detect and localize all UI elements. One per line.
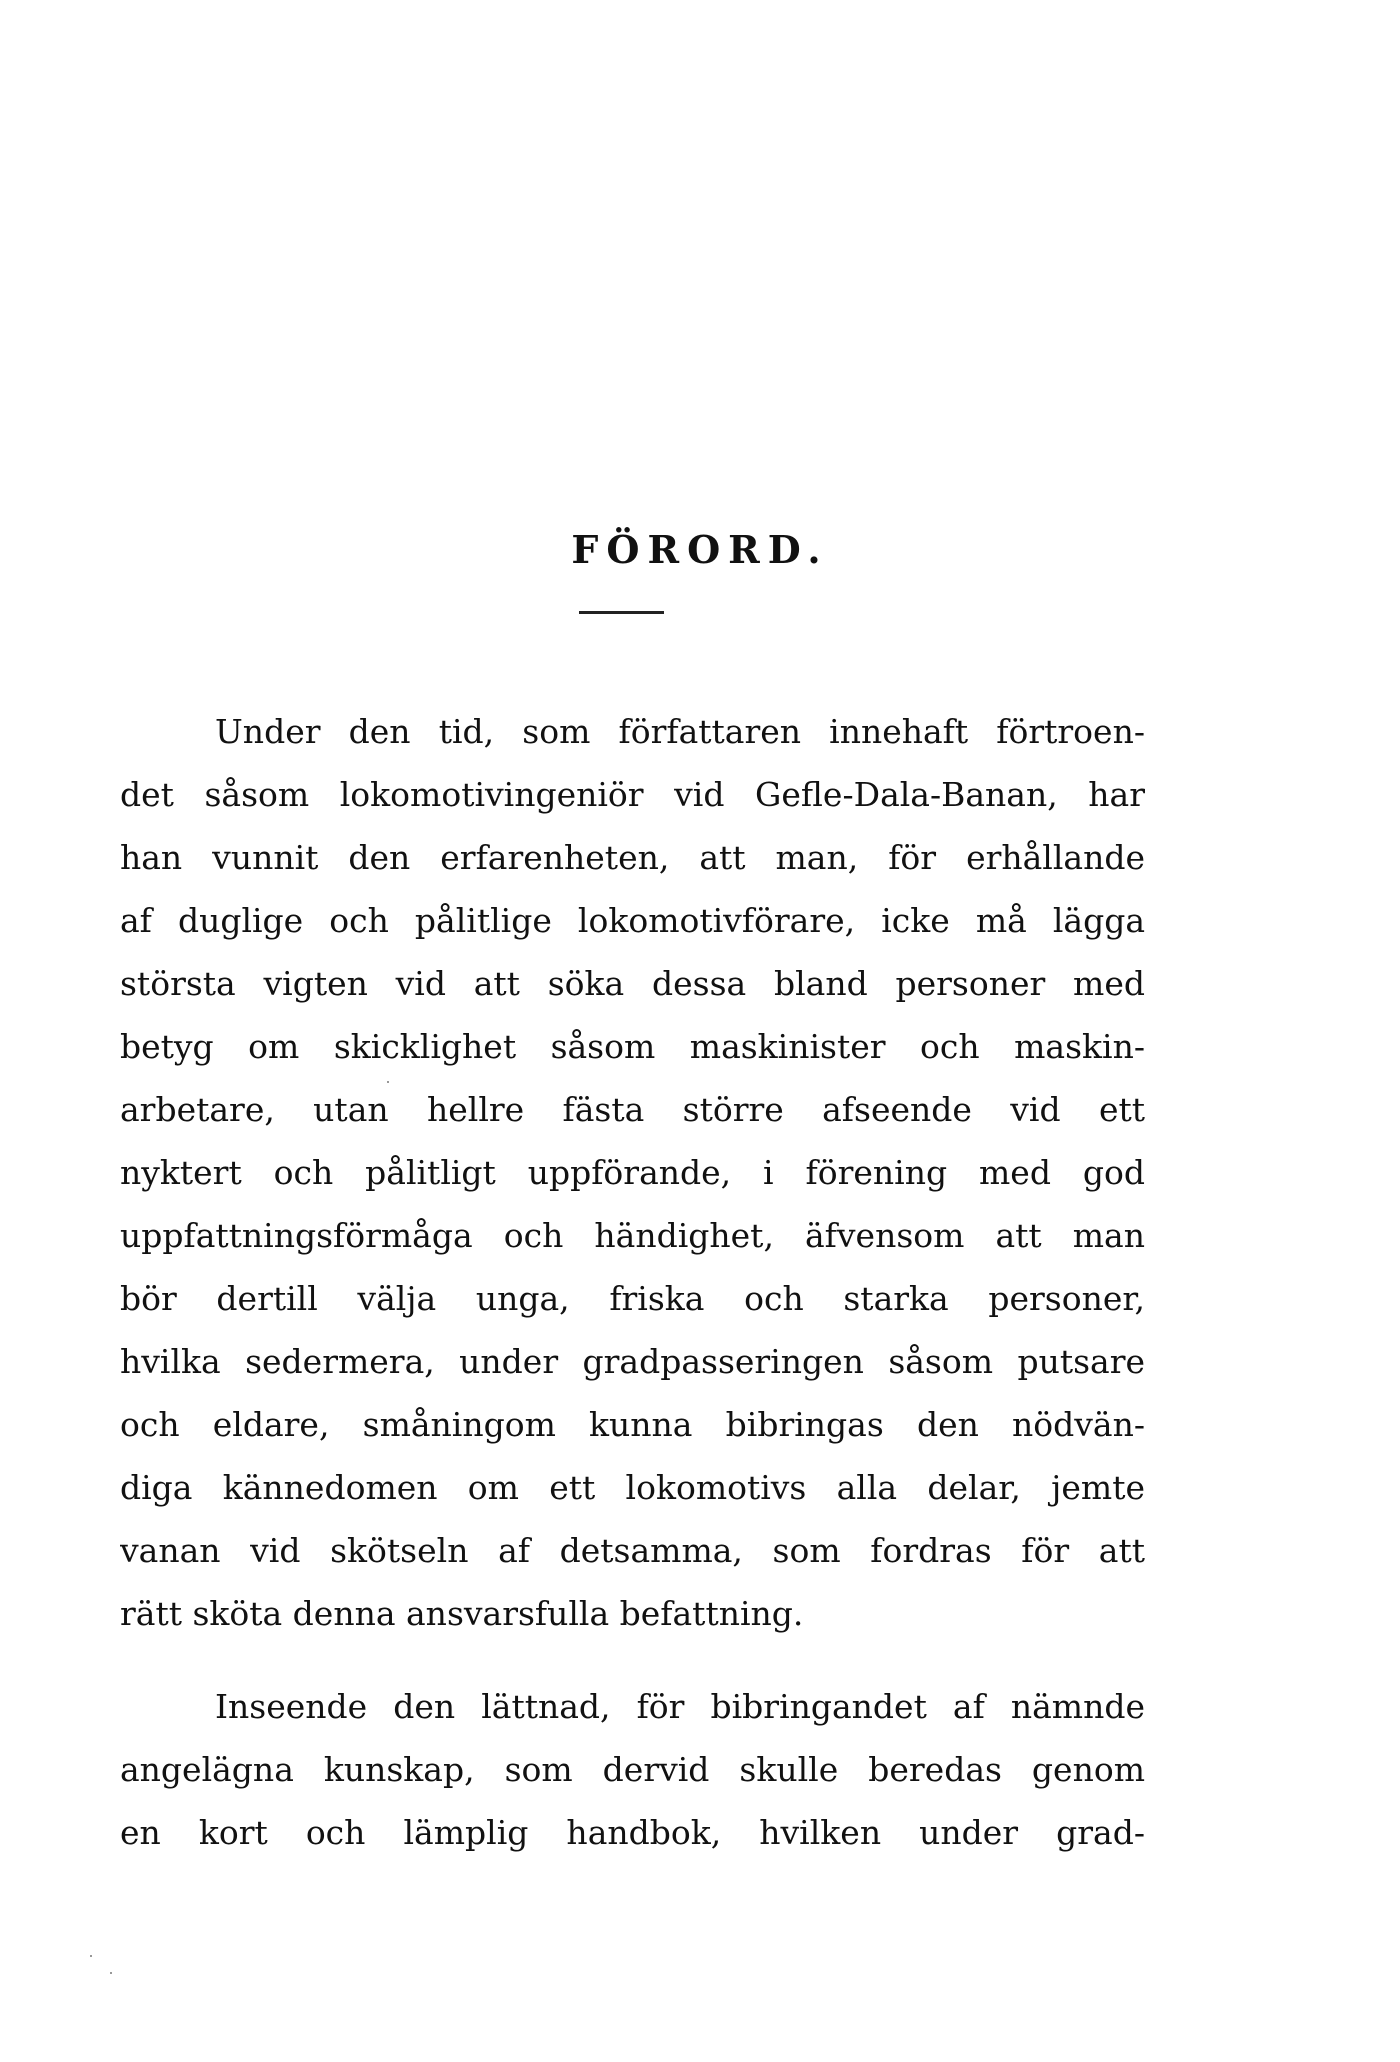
text-line: vanan vid skötseln af detsamma, som fordras för att <box>120 1531 1145 1570</box>
text-line: diga kännedomen om ett lokomotivs alla delar, jemte <box>120 1468 1145 1507</box>
text-line: det såsom lokomotivingeniör vid Gefle-Dala-Banan, har <box>120 775 1145 814</box>
text-line: betyg om skicklighet såsom maskinister och maskin- <box>120 1027 1145 1066</box>
text-line: angelägna kunskap, som dervid skulle beredas genom <box>120 1750 1145 1789</box>
text-line: bör dertill välja unga, friska och starka personer, <box>120 1279 1145 1318</box>
text-line: nyktert och pålitligt uppförande, i förening med god <box>120 1153 1145 1192</box>
page-title: FÖRORD. <box>571 527 829 572</box>
text-line: Under den tid, som författaren innehaft förtroen- <box>215 712 1145 751</box>
text-line: han vunnit den erfarenheten, att man, för erhållande <box>120 838 1145 877</box>
text-line: rätt sköta denna ansvarsfulla befattning. <box>120 1594 804 1633</box>
paragraph-2 <box>120 1675 1145 1864</box>
paper-speck <box>387 1081 389 1083</box>
paragraph-1 <box>120 700 1145 1645</box>
text-line: Inseende den lättnad, för bibringandet af nämnde <box>215 1687 1145 1726</box>
paper-speck <box>110 1972 112 1974</box>
text-line: hvilka sedermera, under gradpasseringen såsom putsare <box>120 1342 1145 1381</box>
text-line: arbetare, utan hellre fästa större afseende vid ett <box>120 1090 1145 1129</box>
text-line: största vigten vid att söka dessa bland personer med <box>120 964 1145 1003</box>
paper-speck <box>90 1955 92 1957</box>
text-line: och eldare, småningom kunna bibringas den nödvän- <box>120 1405 1145 1444</box>
text-line: uppfattningsförmåga och händighet, äfvensom att man <box>120 1216 1145 1255</box>
title-rule <box>579 611 664 614</box>
text-line: af duglige och pålitlige lokomotivförare, icke må lägga <box>120 901 1145 940</box>
text-line: en kort och lämplig handbok, hvilken under grad- <box>120 1813 1145 1852</box>
